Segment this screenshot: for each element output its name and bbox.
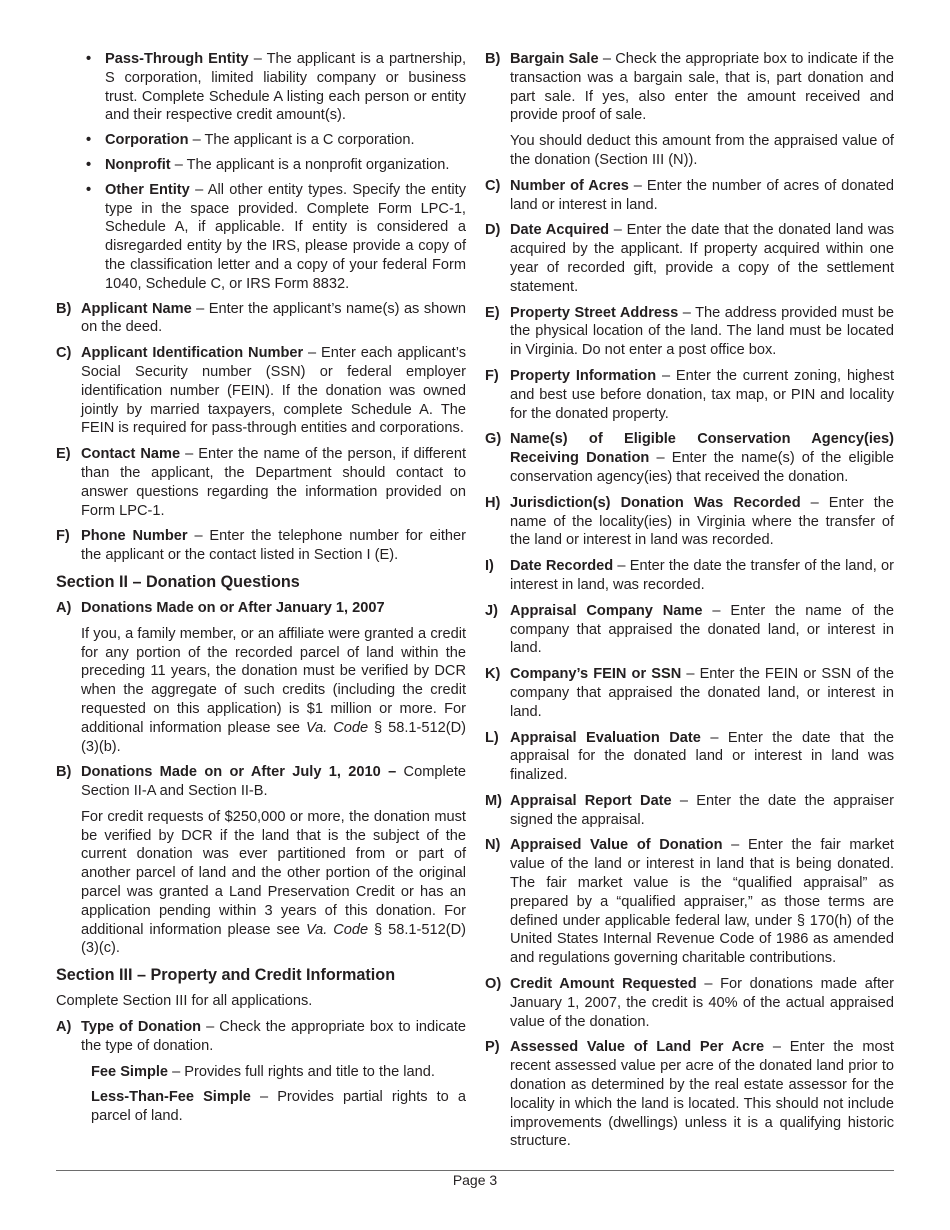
item-text: – Provides full rights and title to the land. <box>168 1063 435 1080</box>
item-title: Name(s) of Eligible Conservation Agency(ies) Receiving Donation <box>510 431 894 467</box>
item-text: – Enter the telephone number for either the applicant or the contact listed in Section I (E). <box>81 528 466 564</box>
item-text: Complete Section II-A and Section II-B. <box>81 764 466 800</box>
list-item <box>485 221 894 296</box>
item-label: A) <box>56 1019 72 1036</box>
item-text: – Check the appropriate box to indicate if the transaction was a bargain sale, that is, part donation and part sale. If yes, also enter the amount received and provide proof of sale. <box>510 51 894 124</box>
list-item <box>485 665 894 721</box>
item-label: H) <box>485 494 501 511</box>
bullet-text: – All other entity types. Specify the entity type in the space provided. Complete Form LPC-1, Schedule A, if applicable. If entity is considered a disregarded entity by the IRS, please provide a copy of the classification letter and a copy of your federal Form 1040, Schedule C, or IRS Form 8832. <box>105 181 467 292</box>
item-text: – The address provided must be the physical location of the land. The land must be located in Virginia. Do not enter a post office box. <box>510 304 894 359</box>
item-text: – Enter the name(s) of the eligible conservation agency(ies) that received the donation. <box>510 450 894 485</box>
item-title: Date Recorded <box>510 558 614 575</box>
item-text: – Provides partial rights to a parcel of land. <box>91 1089 466 1125</box>
paragraph <box>56 1063 466 1082</box>
item-text: – Check the appropriate box to indicate the type of donation. <box>81 1019 466 1054</box>
right-column <box>485 50 894 1158</box>
item-text: – Enter the name of the locality(ies) in Virginia where the transfer of the land or interest in land was recorded. <box>510 494 895 549</box>
item-label: C) <box>485 177 501 194</box>
item-text: – Enter the date the appraiser signed the appraisal. <box>510 792 894 828</box>
item-label: B) <box>56 764 72 781</box>
item-title: Property Information <box>510 367 657 384</box>
item-label: F) <box>485 367 499 384</box>
item-title: Applicant Identification Number <box>81 345 304 362</box>
bullet-text: – The applicant is a partnership, S corporation, limited liability company or business trust. Complete Schedule A listing each person or entity and their respective credit amount(s). <box>105 51 467 124</box>
item-title: Appraisal Report Date <box>510 792 672 809</box>
item-text: – Enter the number of acres of donated land or interest in land. <box>510 177 894 213</box>
bullet-icon: • <box>86 51 92 67</box>
list-item <box>485 602 894 658</box>
list-item <box>56 300 466 338</box>
list-item <box>56 50 466 125</box>
item-label: D) <box>485 222 501 239</box>
item-title: Appraised Value of Donation <box>510 837 723 854</box>
list-item <box>56 445 466 520</box>
list-item <box>485 177 894 215</box>
list-item <box>485 367 894 423</box>
paragraph <box>56 1088 466 1126</box>
list-item <box>485 836 894 968</box>
item-text: – Enter the name of the company that appraised the donated land, or interest in land. <box>510 602 894 657</box>
paragraph: You should deduct this amount from the appraised value of the donation (Section III (N)). <box>510 133 894 168</box>
list-item <box>56 156 466 175</box>
item-title: Phone Number <box>81 528 188 545</box>
citation: Va. Code <box>305 719 369 736</box>
item-text: – Enter the applicant’s name(s) as shown on the deed. <box>81 300 467 336</box>
bullet-icon: • <box>86 156 92 173</box>
item-label: L) <box>485 729 499 746</box>
bullet-icon: • <box>86 181 92 198</box>
list-item <box>56 131 466 150</box>
paragraph <box>56 808 466 958</box>
bullet-title: Nonprofit <box>105 156 171 173</box>
item-text: – Enter the most recent assessed value per acre of the donated land prior to donation as determined by the real estate assessor for the locality in which the land is located. This should not include improvements (dwellings) unless it is a qualifying historic structure. <box>510 1039 894 1150</box>
item-text: – Enter the fair market value of the land or interest in land that is being donated. The fair market value is the “qualified appraisal” as prepared by a “qualified appraiser,” as those terms are defined under applicable federal law, under § 170(h) of the United States Internal Revenue Code of 1986 as amended and regulations governing charitable contributions. <box>510 837 894 967</box>
item-label: I) <box>485 558 494 575</box>
item-label: E) <box>56 446 71 463</box>
item-title: Appraisal Evaluation Date <box>510 729 701 746</box>
bullet-icon: • <box>86 132 92 149</box>
item-label: A) <box>56 599 72 616</box>
item-label: J) <box>485 602 498 619</box>
list-item <box>56 344 466 438</box>
item-label: P) <box>485 1039 500 1056</box>
item-title: Applicant Name <box>81 300 192 317</box>
item-label: M) <box>485 792 503 809</box>
section-heading: Section III – Property and Credit Information <box>56 966 396 985</box>
list-item <box>485 430 894 486</box>
item-text: – Enter the current zoning, highest and best use before donation, tax map, or PIN and locality for the donated property. <box>510 367 895 422</box>
item-text: – Enter the date that the appraisal for the donated land or interest in land was finalized. <box>510 729 894 784</box>
list-item <box>56 527 466 565</box>
item-title: Donations Made on or After July 1, 2010 – <box>81 764 397 781</box>
item-label: O) <box>485 976 502 993</box>
citation: Va. Code <box>305 921 369 938</box>
section-intro: Complete Section III for all applications. <box>56 993 313 1010</box>
item-title: Property Street Address <box>510 304 679 321</box>
list-item <box>485 729 894 785</box>
item-text: – Enter the FEIN or SSN of the company that appraised the donated land, or interest in land. <box>510 666 895 720</box>
item-label: E) <box>485 304 500 321</box>
list-item <box>485 792 894 830</box>
bullet-text: – The applicant is a C corporation. <box>188 132 415 149</box>
list-item <box>56 1018 466 1056</box>
paragraph-text: If you, a family member, or an affiliate were granted a credit for any portion of the recorded parcel of land within the preceding 11 years, the donation must be verified by DCR when the aggregate of such credits (including the credit requested on this application) is $1 million or more. For additional information please see <box>81 625 466 736</box>
paragraph-text: For credit requests of $250,000 or more, the donation must be verified by DCR if the land that is the subject of the current donation was ever partitioned from or part of another parcel of land and the other portion of the original parcel was granted a Land Preservation Credit or has an application pending within 3 years of this donation. For additional information please see <box>81 808 466 938</box>
list-item <box>485 494 894 550</box>
bullet-title: Corporation <box>105 132 189 149</box>
item-label: B) <box>56 300 72 317</box>
item-text: – Enter the date that the donated land was acquired by the applicant. If property acquired within one year of recorded gift, provide a copy of the settlement statement. <box>510 222 894 295</box>
item-title: Assessed Value of Land Per Acre <box>510 1039 765 1056</box>
bullet-text: – The applicant is a nonprofit organization. <box>170 156 450 173</box>
item-text: – Enter the name of the person, if different than the applicant, the Department should contact to answer questions regarding the information provided on Form LPC-1. <box>81 446 466 519</box>
list-item <box>485 1038 894 1151</box>
footer-divider <box>56 1170 894 1171</box>
item-title: Number of Acres <box>510 177 629 194</box>
item-label: B) <box>485 51 501 67</box>
item-text: – For donations made after January 1, 2007, the credit is 40% of the actual appraised value of the donation. <box>510 976 894 1030</box>
paragraph-text: § 58.1-512(D)(3)(b). <box>81 719 466 755</box>
bullet-title: Pass-Through Entity <box>105 51 249 67</box>
item-label: N) <box>485 837 501 854</box>
list-item <box>485 304 894 360</box>
item-label: C) <box>56 345 72 362</box>
list-item <box>485 50 894 125</box>
item-title: Jurisdiction(s) Donation Was Recorded <box>510 494 801 511</box>
item-text: – Enter the date the transfer of the land, or interest in land, was recorded. <box>510 558 894 593</box>
item-title: Contact Name <box>81 446 181 463</box>
list-item <box>56 181 466 294</box>
item-title: Less-Than-Fee Simple <box>91 1089 251 1106</box>
page-number: Page 3 <box>452 1172 498 1188</box>
item-title: Donations Made on or After January 1, 2007 <box>81 599 385 616</box>
item-title: Bargain Sale <box>510 51 599 67</box>
paragraph-text: § 58.1-512(D)(3)(c). <box>81 921 466 957</box>
list-item <box>485 557 894 595</box>
section-heading: Section II – Donation Questions <box>56 572 300 591</box>
item-title: Credit Amount Requested <box>510 976 697 993</box>
item-title: Company’s FEIN or SSN <box>510 666 682 683</box>
bullet-title: Other Entity <box>105 181 190 198</box>
item-label: G) <box>485 431 502 448</box>
document-page <box>56 50 894 1170</box>
item-title: Appraisal Company Name <box>510 602 703 619</box>
item-label: F) <box>56 528 70 545</box>
list-item <box>56 763 466 801</box>
item-title: Fee Simple <box>91 1063 169 1080</box>
item-title: Type of Donation <box>81 1019 202 1036</box>
paragraph <box>56 625 466 757</box>
left-column <box>56 50 466 1133</box>
item-text: – Enter each applicant’s Social Security number (SSN) or federal employer identification number (FEIN). If the donation was owned jointly by married taxpayers, complete Schedule A. The FEIN is required for pass-through entities and corporations. <box>81 345 466 437</box>
list-item <box>56 599 466 618</box>
item-title: Date Acquired <box>510 222 610 239</box>
list-item <box>485 975 894 1031</box>
item-label: K) <box>485 666 501 683</box>
